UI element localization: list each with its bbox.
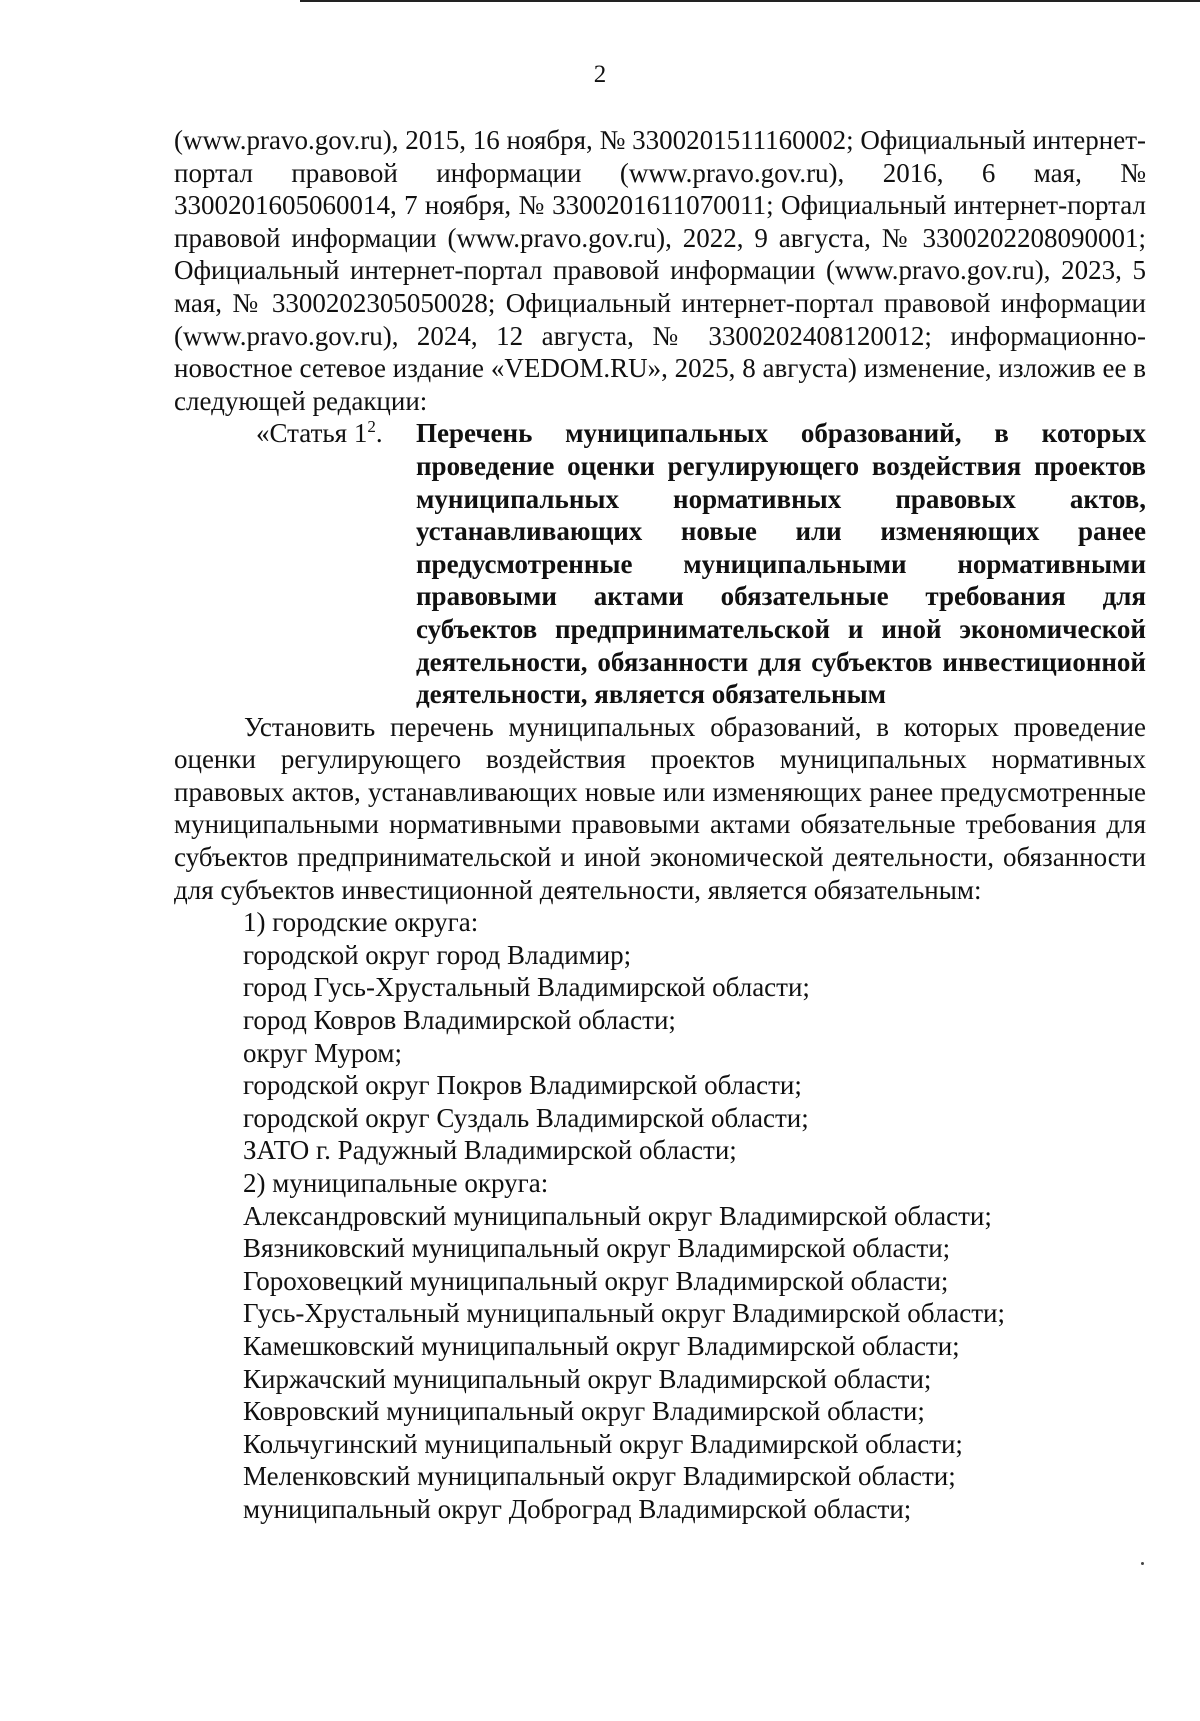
intro-paragraph: (www.pravo.gov.ru), 2015, 16 ноября, № 3300201511160002; Официальный интернет-портал правовой информации (www.pravo.gov.ru), 2016, 6 мая, № 3300201605060014, 7 ноября, № 3300201611070011; Официальный интернет-портал правовой информации (www.pravo.gov.ru), 2022, 9 августа, № 3300202208090001; Официальный интернет-портал правовой информации (www.pravo.gov.ru), 2023, 5 мая, № 3300202305050028; Официальный интернет-портал правовой информации (www.pravo.gov.ru), 2024, 12 августа, № 3300202408120012; информационно-новостное сетевое издание «VEDOM.RU», 2025, 8 августа) изменение, изложив ее в следующей редакции: (174, 125, 1146, 416)
list-item: Вязниковский муниципальный округ Владимирской области; (243, 1233, 951, 1264)
list-item: Камешковский муниципальный округ Владимирской области; (243, 1330, 960, 1361)
article-label (256, 417, 383, 450)
list-item: Гороховецкий муниципальный округ Владимирской области; (243, 1265, 949, 1296)
list-item: муниципальный округ Доброград Владимирской области; (243, 1493, 912, 1524)
list-item: 1) городские округа: (243, 907, 479, 938)
list-item: 2) муниципальные округа: (243, 1168, 549, 1198)
list-item: город Гусь-Хрустальный Владимирской области; (243, 972, 810, 1003)
top-scan-rule (300, 0, 1200, 2)
list-item: городской округ город Владимир; (243, 939, 632, 970)
list-item: городской округ Покров Владимирской области; (243, 1070, 802, 1101)
list-item: Меленковский муниципальный округ Владимирской области; (243, 1461, 956, 1492)
list-item: Киржачский муниципальный округ Владимирской области; (243, 1363, 932, 1394)
municipality-list (174, 906, 1146, 1525)
article-label-prefix: «Статья 1 (256, 418, 368, 449)
page-number: 2 (593, 61, 607, 88)
list-item: округ Муром; (243, 1037, 402, 1068)
list-item: городской округ Суздаль Владимирской области; (243, 1102, 809, 1133)
list-item: Гусь-Хрустальный муниципальный округ Владимирской области; (243, 1298, 1006, 1329)
body-paragraph: Установить перечень муниципальных образований, в которых проведение оценки регулирующего воздействия проектов муниципальных нормативных правовых актов, устанавливающих новые или изменяющих ранее предусмотренные муниципальными нормативными правовыми актами обязательные требования для субъектов предпринимательской и иной экономической деятельности, обязанности для субъектов инвестиционной деятельности, является обязательным: (174, 711, 1146, 905)
article-heading (174, 417, 1146, 710)
document-body (174, 124, 1146, 1526)
scan-speck (1141, 1562, 1144, 1565)
list-item: Кольчугинский муниципальный округ Владимирской области; (243, 1428, 963, 1459)
list-item: город Ковров Владимирской области; (243, 1005, 676, 1036)
list-item: ЗАТО г. Радужный Владимирской области; (243, 1135, 737, 1166)
list-item: Ковровский муниципальный округ Владимирской области; (243, 1396, 925, 1427)
article-label-suffix: . (375, 418, 383, 449)
article-label-superscript: 2 (367, 417, 376, 437)
article-title: Перечень муниципальных образований, в которых проведение оценки регулирующего воздействия проектов муниципальных нормативных правовых актов, устанавливающих новые или изменяющих ранее предусмотренные муниципальными нормативными правовыми актами обязательные требования для субъектов предпринимательской и иной экономической деятельности, обязанности для субъектов инвестиционной деятельности, является обязательным (416, 418, 1146, 710)
list-item: Александровский муниципальный округ Владимирской области; (243, 1200, 992, 1231)
